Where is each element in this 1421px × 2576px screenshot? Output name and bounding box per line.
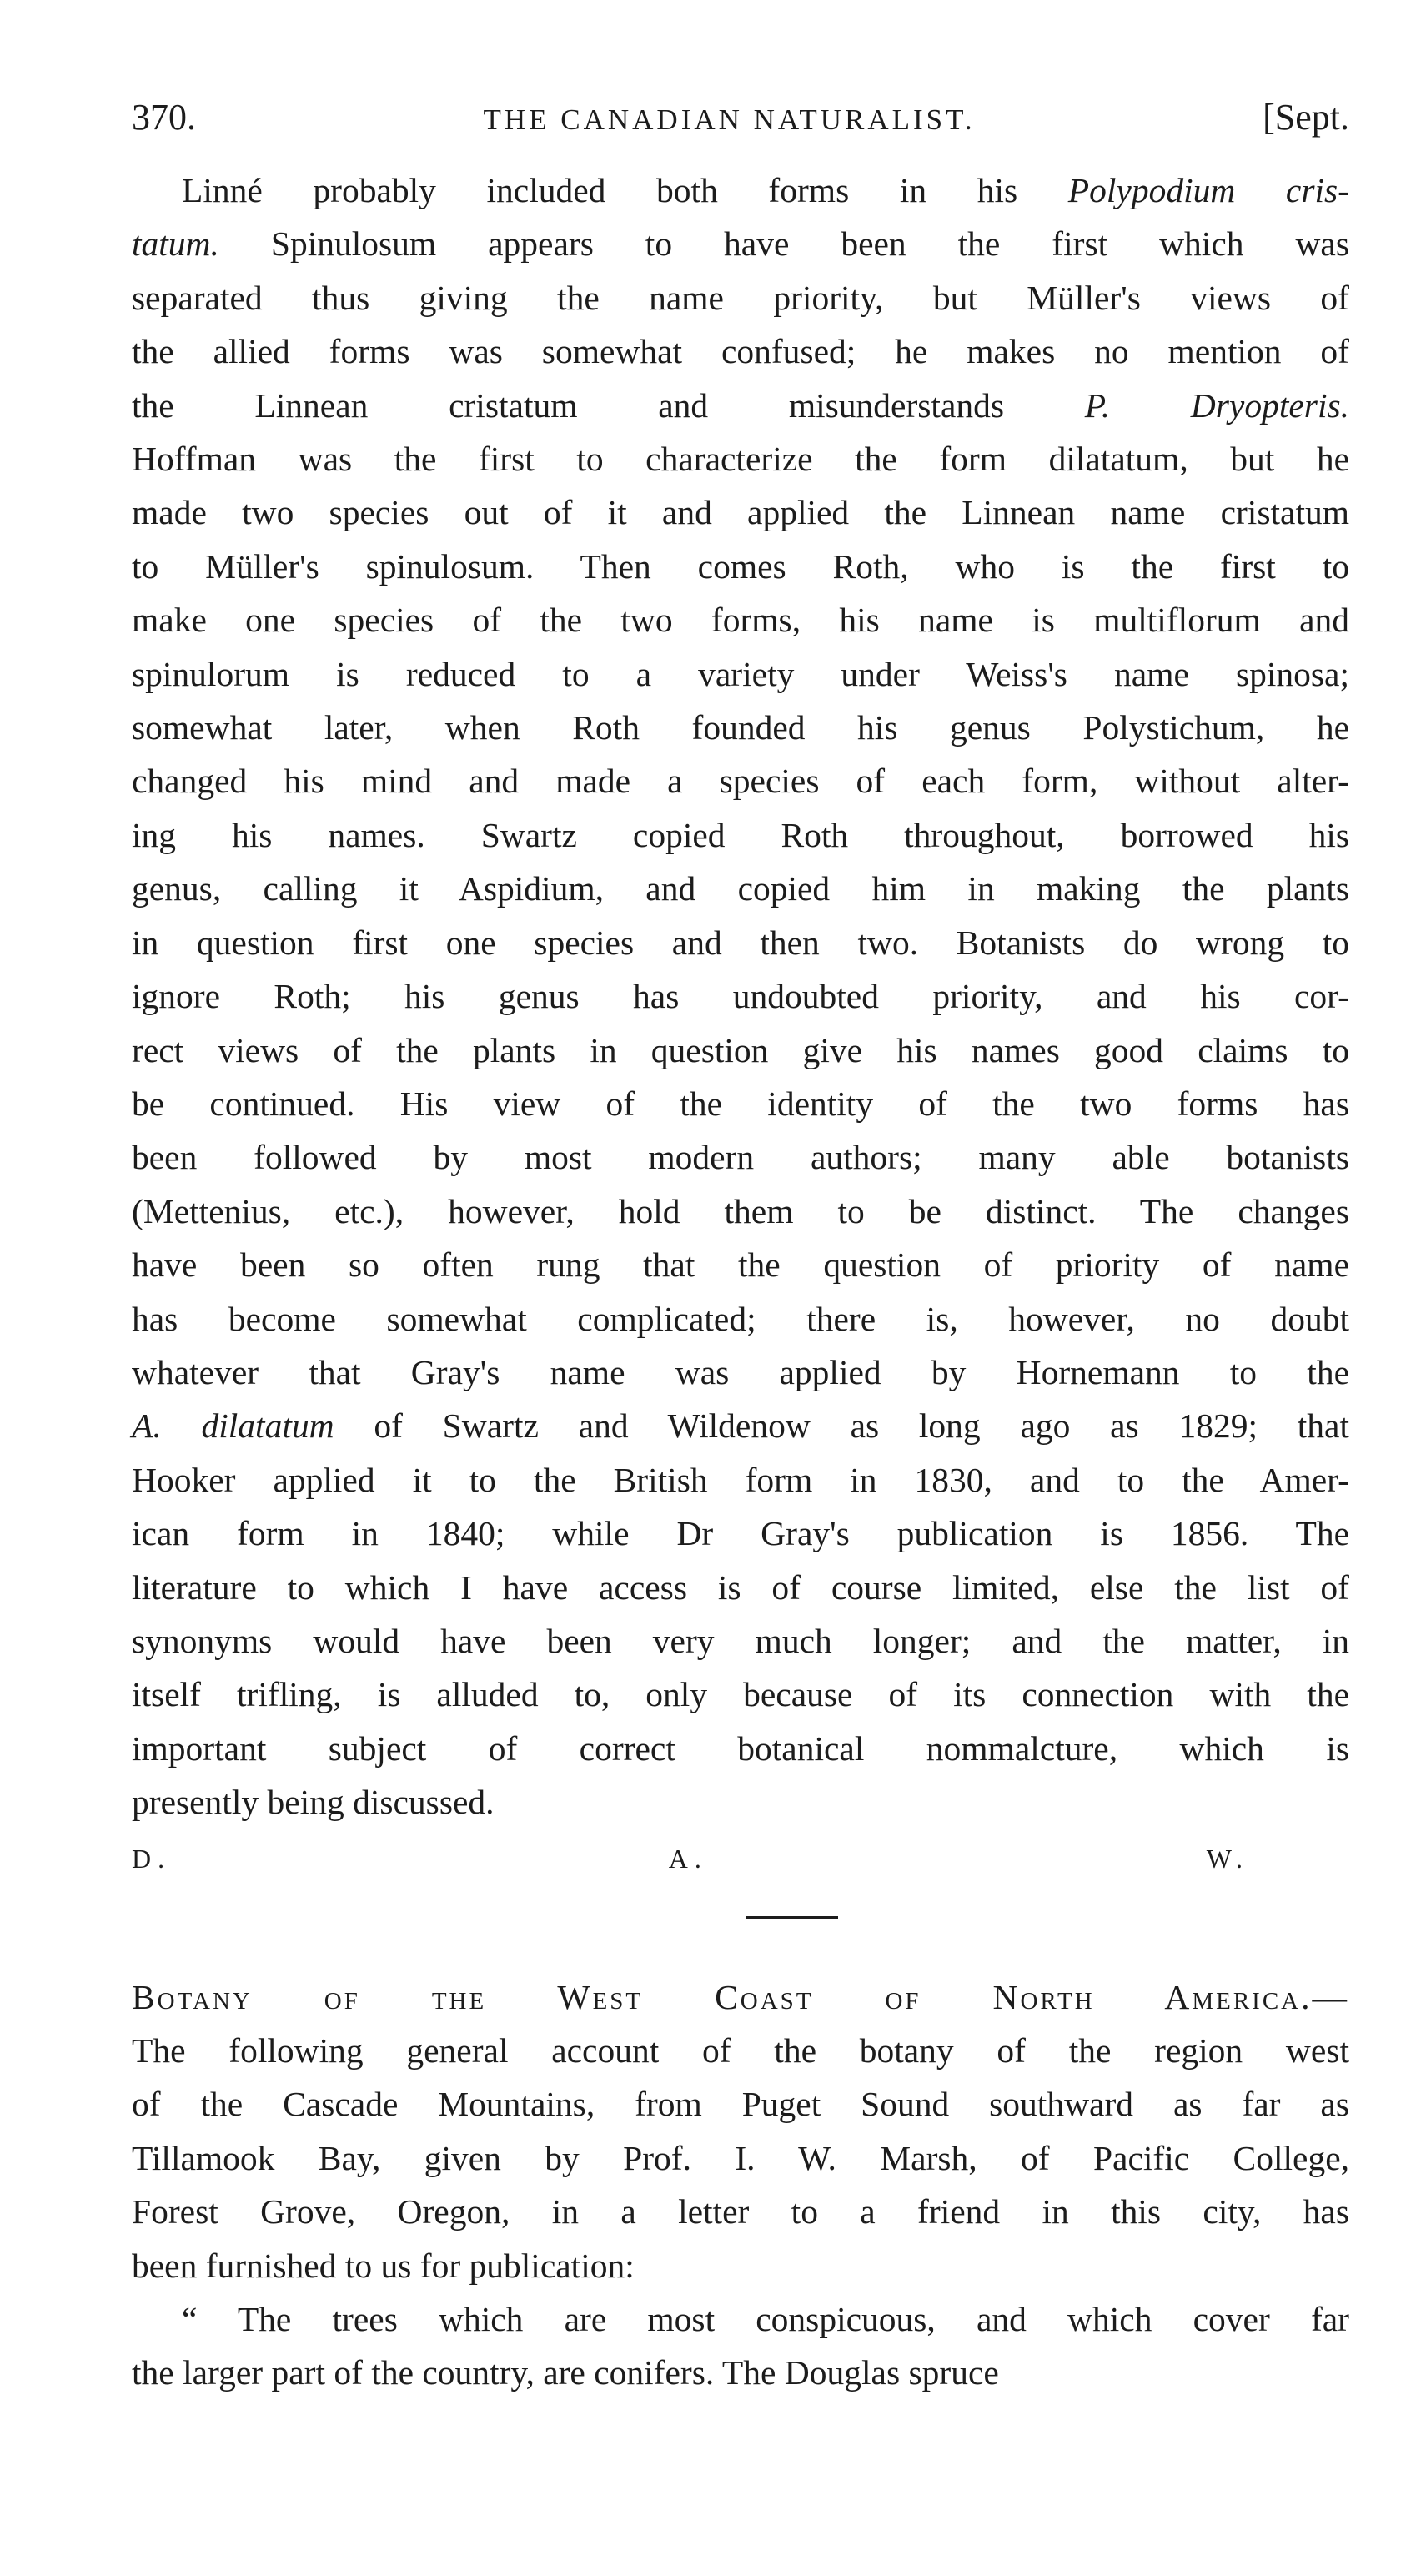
text-line (132, 325, 1349, 378)
text-line (132, 2077, 1349, 2131)
text-run: genus, calling it Aspidium, and copied him in making the plants (132, 869, 1349, 908)
text-run: has become somewhat complicated; there is, however, no doubt (132, 1299, 1349, 1338)
text-run: The following general account of the botany of the region west (132, 2031, 1349, 2070)
text-line (132, 1238, 1349, 1291)
text-line (132, 1077, 1349, 1130)
text-run: made two species out of it and applied the Linnean name cristatum (132, 493, 1349, 532)
text-line (132, 1453, 1349, 1507)
text-run: presently being discussed. (132, 1783, 495, 1822)
text-run: rect views of the plants in question give his names good claims to (132, 1030, 1349, 1069)
text-run: changed his mind and made a species of each form, without alter- (132, 762, 1349, 801)
text-line (132, 701, 1349, 754)
article-text (132, 164, 1349, 2400)
journal-title: THE CANADIAN NATURALIST. (483, 103, 976, 136)
text-run: Tillamook Bay, given by Prof. I. W. Marsh, of Pacific College, (132, 2138, 1349, 2177)
text-run: Forest Grove, Oregon, in a letter to a friend in this city, has (132, 2192, 1349, 2231)
text-line (132, 1775, 1349, 1829)
text-line (132, 1185, 1349, 1238)
text-run: be continued. His view of the identity of the two forms has (132, 1084, 1349, 1123)
text-line (132, 754, 1349, 808)
text-line (132, 164, 1349, 217)
text-line (132, 2239, 1349, 2292)
text-line (132, 2185, 1349, 2238)
text-run: the Linnean cristatum and misunderstands (132, 385, 1085, 425)
text-run: the allied forms was somewhat confused; he makes no mention of (132, 332, 1349, 371)
author-signature: D. A. W. (132, 1843, 1249, 1874)
italic-text-run: tatum. (132, 224, 219, 264)
text-run: ican form in 1840; while Dr Gray's publication is 1856. The (132, 1514, 1349, 1553)
text-line (132, 1561, 1349, 1614)
text-run: Hoffman was the first to characterize the form dilatatum, but he (132, 440, 1349, 479)
text-line (132, 432, 1349, 486)
section-paragraph (132, 1970, 1349, 2400)
text-line (132, 593, 1349, 647)
page-number: 370. (132, 97, 196, 138)
text-run: make one species of the two forms, his name is multiflorum and (132, 601, 1349, 640)
text-run: separated thus giving the name priority, but Müller's views of (132, 278, 1349, 317)
italic-text-run: A. dilatatum (132, 1406, 334, 1446)
text-run: to Müller's spinulosum. Then comes Roth, who is the first to (132, 546, 1349, 586)
text-line (132, 862, 1349, 915)
text-line (132, 2292, 1349, 2346)
text-line (132, 271, 1349, 325)
text-run: have been so often rung that the question of priority of name (132, 1245, 1349, 1285)
text-line (132, 1507, 1349, 1560)
text-run: literature to which I have access is of course limited, else the list of (132, 1567, 1349, 1607)
text-line (132, 2346, 1349, 2399)
text-run: spinulorum is reduced to a variety under Weiss's name spinosa; (132, 654, 1349, 693)
text-run: the larger part of the country, are conifers. The Douglas spruce (132, 2353, 999, 2392)
text-line (132, 1130, 1349, 1184)
text-run: itself trifling, is alluded to, only because of its connection with the (132, 1675, 1349, 1714)
section-heading: Botany of the West Coast of North America.— (132, 1977, 1349, 2016)
text-line (132, 808, 1349, 862)
text-line (132, 1292, 1349, 1346)
text-run: ignore Roth; his genus has undoubted priority, and his cor- (132, 977, 1349, 1016)
section-divider-rule (746, 1916, 838, 1919)
text-line (132, 647, 1349, 701)
text-run: whatever that Gray's name was applied by Hornemann to the (132, 1352, 1349, 1391)
text-line (132, 1399, 1349, 1452)
text-run: of the Cascade Mountains, from Puget Sound southward as far as (132, 2085, 1349, 2124)
text-run: been followed by most modern authors; many able botanists (132, 1138, 1349, 1177)
text-run: important subject of correct botanical nommalcture, which is (132, 1728, 1349, 1768)
text-run: “ The trees which are most conspicuous, and which cover far (182, 2300, 1349, 2339)
text-line (132, 540, 1349, 593)
text-line (132, 2131, 1349, 2185)
issue-month: [Sept. (1263, 97, 1349, 138)
italic-text-run: P. Dryopteris. (1084, 385, 1350, 425)
book-page (132, 90, 1349, 2400)
text-line (132, 486, 1349, 539)
text-line (132, 217, 1349, 270)
text-line (132, 916, 1349, 969)
text-run: Hooker applied it to the British form in 1830, and to the Amer- (132, 1460, 1349, 1499)
text-line (132, 969, 1349, 1023)
text-run: synonyms would have been very much longer; and the matter, in (132, 1621, 1349, 1660)
text-run: Spinulosum appears to have been the first which was (218, 224, 1349, 264)
article-paragraph (132, 164, 1349, 1829)
text-line (132, 1614, 1349, 1668)
text-run: Linné probably included both forms in his (182, 171, 1068, 209)
text-line (132, 379, 1349, 432)
text-run: (Mettenius, etc.), however, hold them to be distinct. The changes (132, 1191, 1349, 1230)
text-line (132, 2024, 1349, 2077)
text-line (132, 1024, 1349, 1077)
text-run: been furnished to us for publication: (132, 2246, 635, 2285)
text-line (132, 1722, 1349, 1775)
section-heading-line (132, 1970, 1349, 2024)
text-run: of Swartz and Wildenow as long ago as 1829; that (334, 1406, 1349, 1446)
italic-text-run: Polypodium cris- (1067, 171, 1350, 209)
text-line (132, 1668, 1349, 1721)
text-run: ing his names. Swartz copied Roth throughout, borrowed his (132, 815, 1349, 854)
text-run: in question first one species and then two. Botanists do wrong to (132, 923, 1349, 962)
text-run: somewhat later, when Roth founded his genus Polystichum, he (132, 708, 1349, 747)
running-head (132, 90, 1349, 145)
text-line (132, 1346, 1349, 1399)
